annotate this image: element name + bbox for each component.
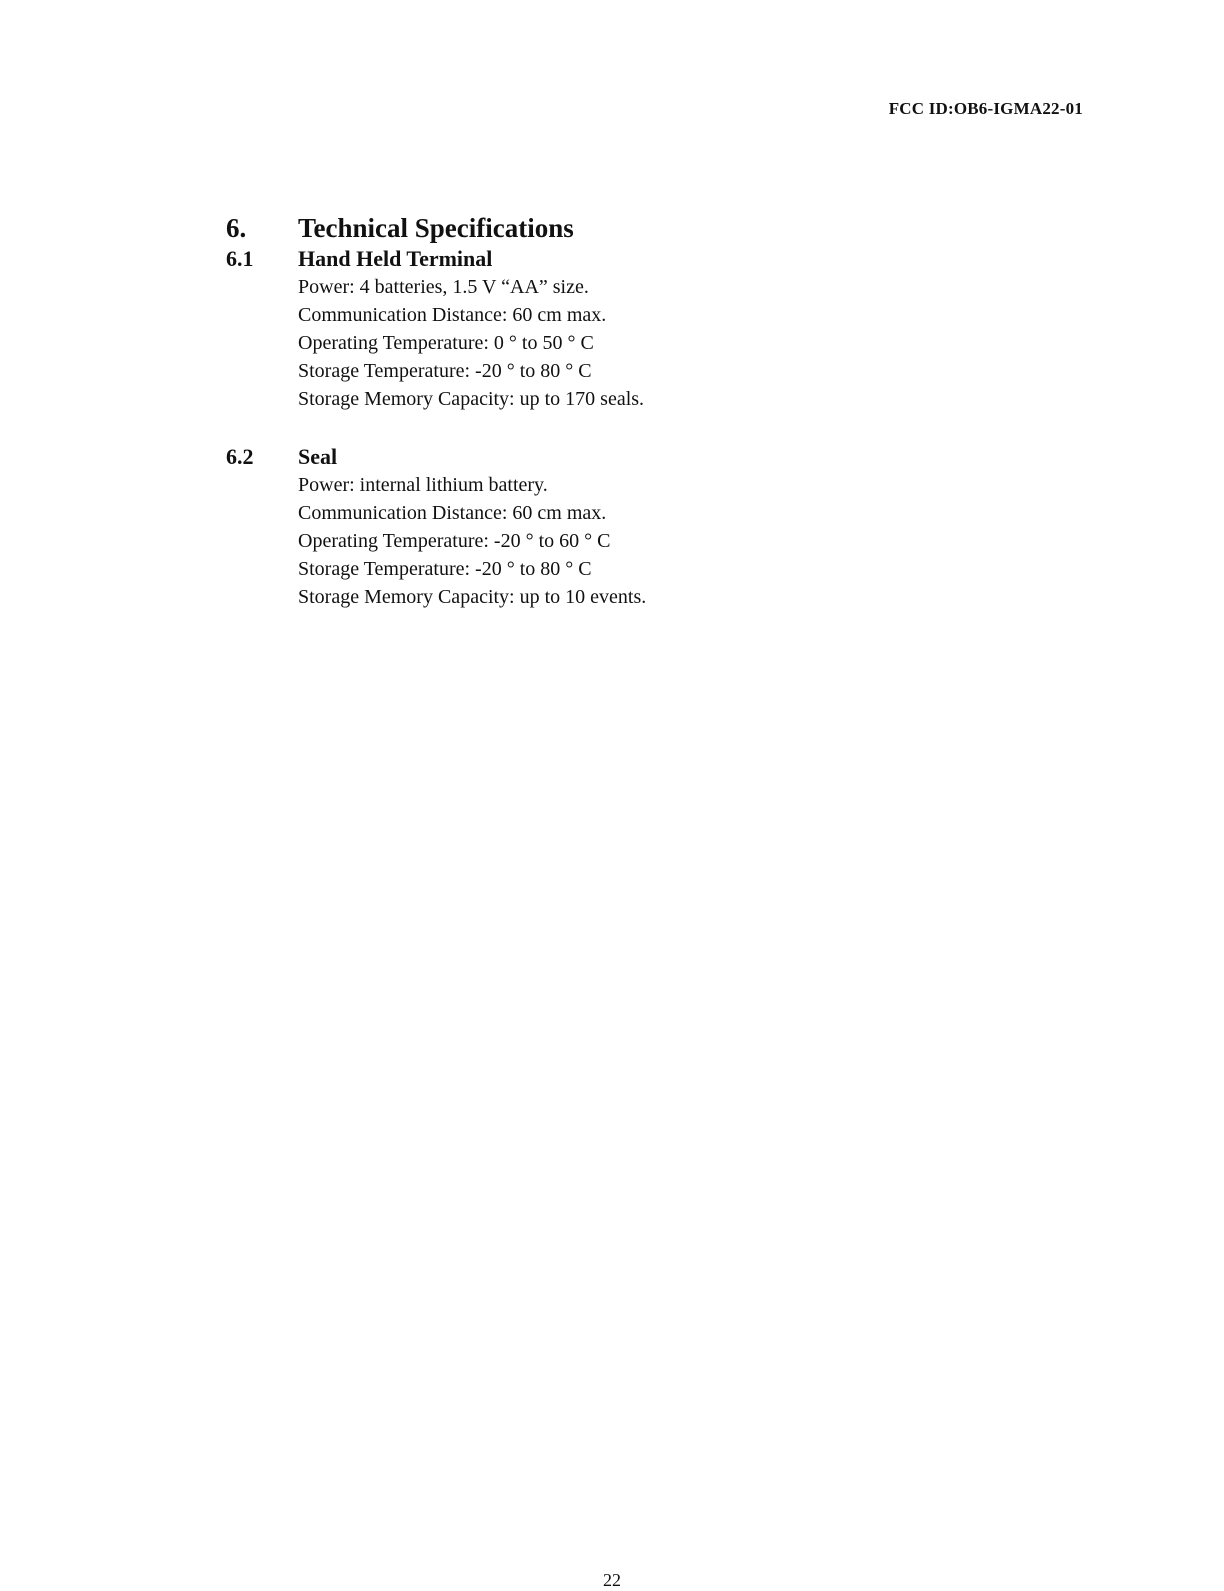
spec-item-power: Power: 4 batteries, 1.5 V “AA” size. [298,276,589,298]
spec-item-memory-capacity: Storage Memory Capacity: up to 10 events. [298,586,647,608]
spec-item-communication-distance: Communication Distance: 60 cm max. [298,502,607,524]
spec-item-power: Power: internal lithium battery. [298,474,548,496]
spec-item-operating-temperature: Operating Temperature: -20 ° to 60 ° C [298,530,611,552]
spec-item-communication-distance: Communication Distance: 60 cm max. [298,304,607,326]
subsection-title: Seal [298,444,338,469]
spec-item-storage-temperature: Storage Temperature: -20 ° to 80 ° C [298,360,592,382]
subsection-seal [226,443,1026,611]
spec-list [226,471,1026,611]
fcc-id-header: FCC ID:OB6-IGMA22-01 [888,99,1083,118]
subsection-heading [226,443,1026,471]
page-number: 22 [603,1570,621,1590]
subsection-number: 6.1 [226,246,254,271]
spec-list [226,273,1026,413]
spec-item-storage-temperature: Storage Temperature: -20 ° to 80 ° C [298,558,592,580]
subsection-hand-held-terminal [226,245,1026,413]
section-number: 6. [226,213,247,243]
spec-item-memory-capacity: Storage Memory Capacity: up to 170 seals. [298,388,645,410]
section-title: Technical Specifications [298,213,574,243]
subsection-heading [226,245,1026,273]
subsection-title: Hand Held Terminal [298,246,493,271]
spec-item-operating-temperature: Operating Temperature: 0 ° to 50 ° C [298,332,594,354]
subsection-number: 6.2 [226,444,254,469]
